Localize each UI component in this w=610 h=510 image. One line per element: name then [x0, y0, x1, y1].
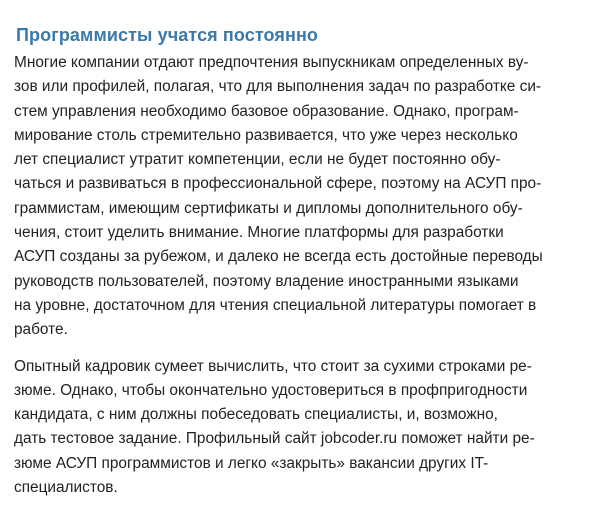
paragraph-line: специалистов.	[14, 479, 118, 497]
paragraph-line: дать тестовое задание. Профильный сайт jobcoder.ru поможет найти ре-	[14, 430, 535, 448]
paragraph-line: мирование столь стремительно развивается, что уже через несколько	[14, 126, 518, 144]
paragraph-line: АСУП созданы за рубежом, и далеко не всегда есть достойные переводы	[14, 248, 543, 266]
article-title: Программисты учатся постоянно	[16, 25, 319, 45]
paragraph-line: зов или профилей, полагая, что для выполнения задач по разработке си-	[14, 78, 542, 96]
paragraph-line: чаться и развиваться в профессиональной сфере, поэтому на АСУП про-	[14, 175, 542, 193]
paragraph-1	[14, 51, 604, 343]
paragraph-line: стем управления необходимо базовое образование. Однако, програм-	[14, 102, 519, 120]
paragraph-line: руководств пользователей, поэтому владение иностранными языками	[14, 272, 519, 290]
paragraph-line: Опытный кадровик сумеет вычислить, что стоит за сухими строками ре-	[14, 357, 532, 375]
paragraph-2	[14, 355, 604, 501]
paragraph-line: работе.	[14, 321, 68, 339]
paragraph-line: Многие компании отдают предпочтения выпускникам определенных ву-	[14, 54, 529, 71]
paragraph-line: лет специалист утратит компетенции, если не будет постоянно обу-	[14, 151, 501, 169]
article	[14, 24, 604, 500]
paragraph-line: граммистам, имеющим сертификаты и дипломы дополнительного обу-	[14, 199, 523, 217]
paragraph-line: на уровне, достаточном для чтения специальной литературы помогает в	[14, 296, 537, 314]
paragraph-line: зюме АСУП программистов и легко «закрыть» вакансии других IT-	[14, 454, 489, 472]
paragraph-line: чения, стоит уделить внимание. Многие платформы для разработки	[14, 224, 504, 242]
paragraph-line: зюме. Однако, чтобы окончательно удостовериться в профпригодности	[14, 381, 528, 399]
paragraph-line: кандидата, с ним должны побеседовать специалисты, и, возможно,	[14, 406, 498, 424]
